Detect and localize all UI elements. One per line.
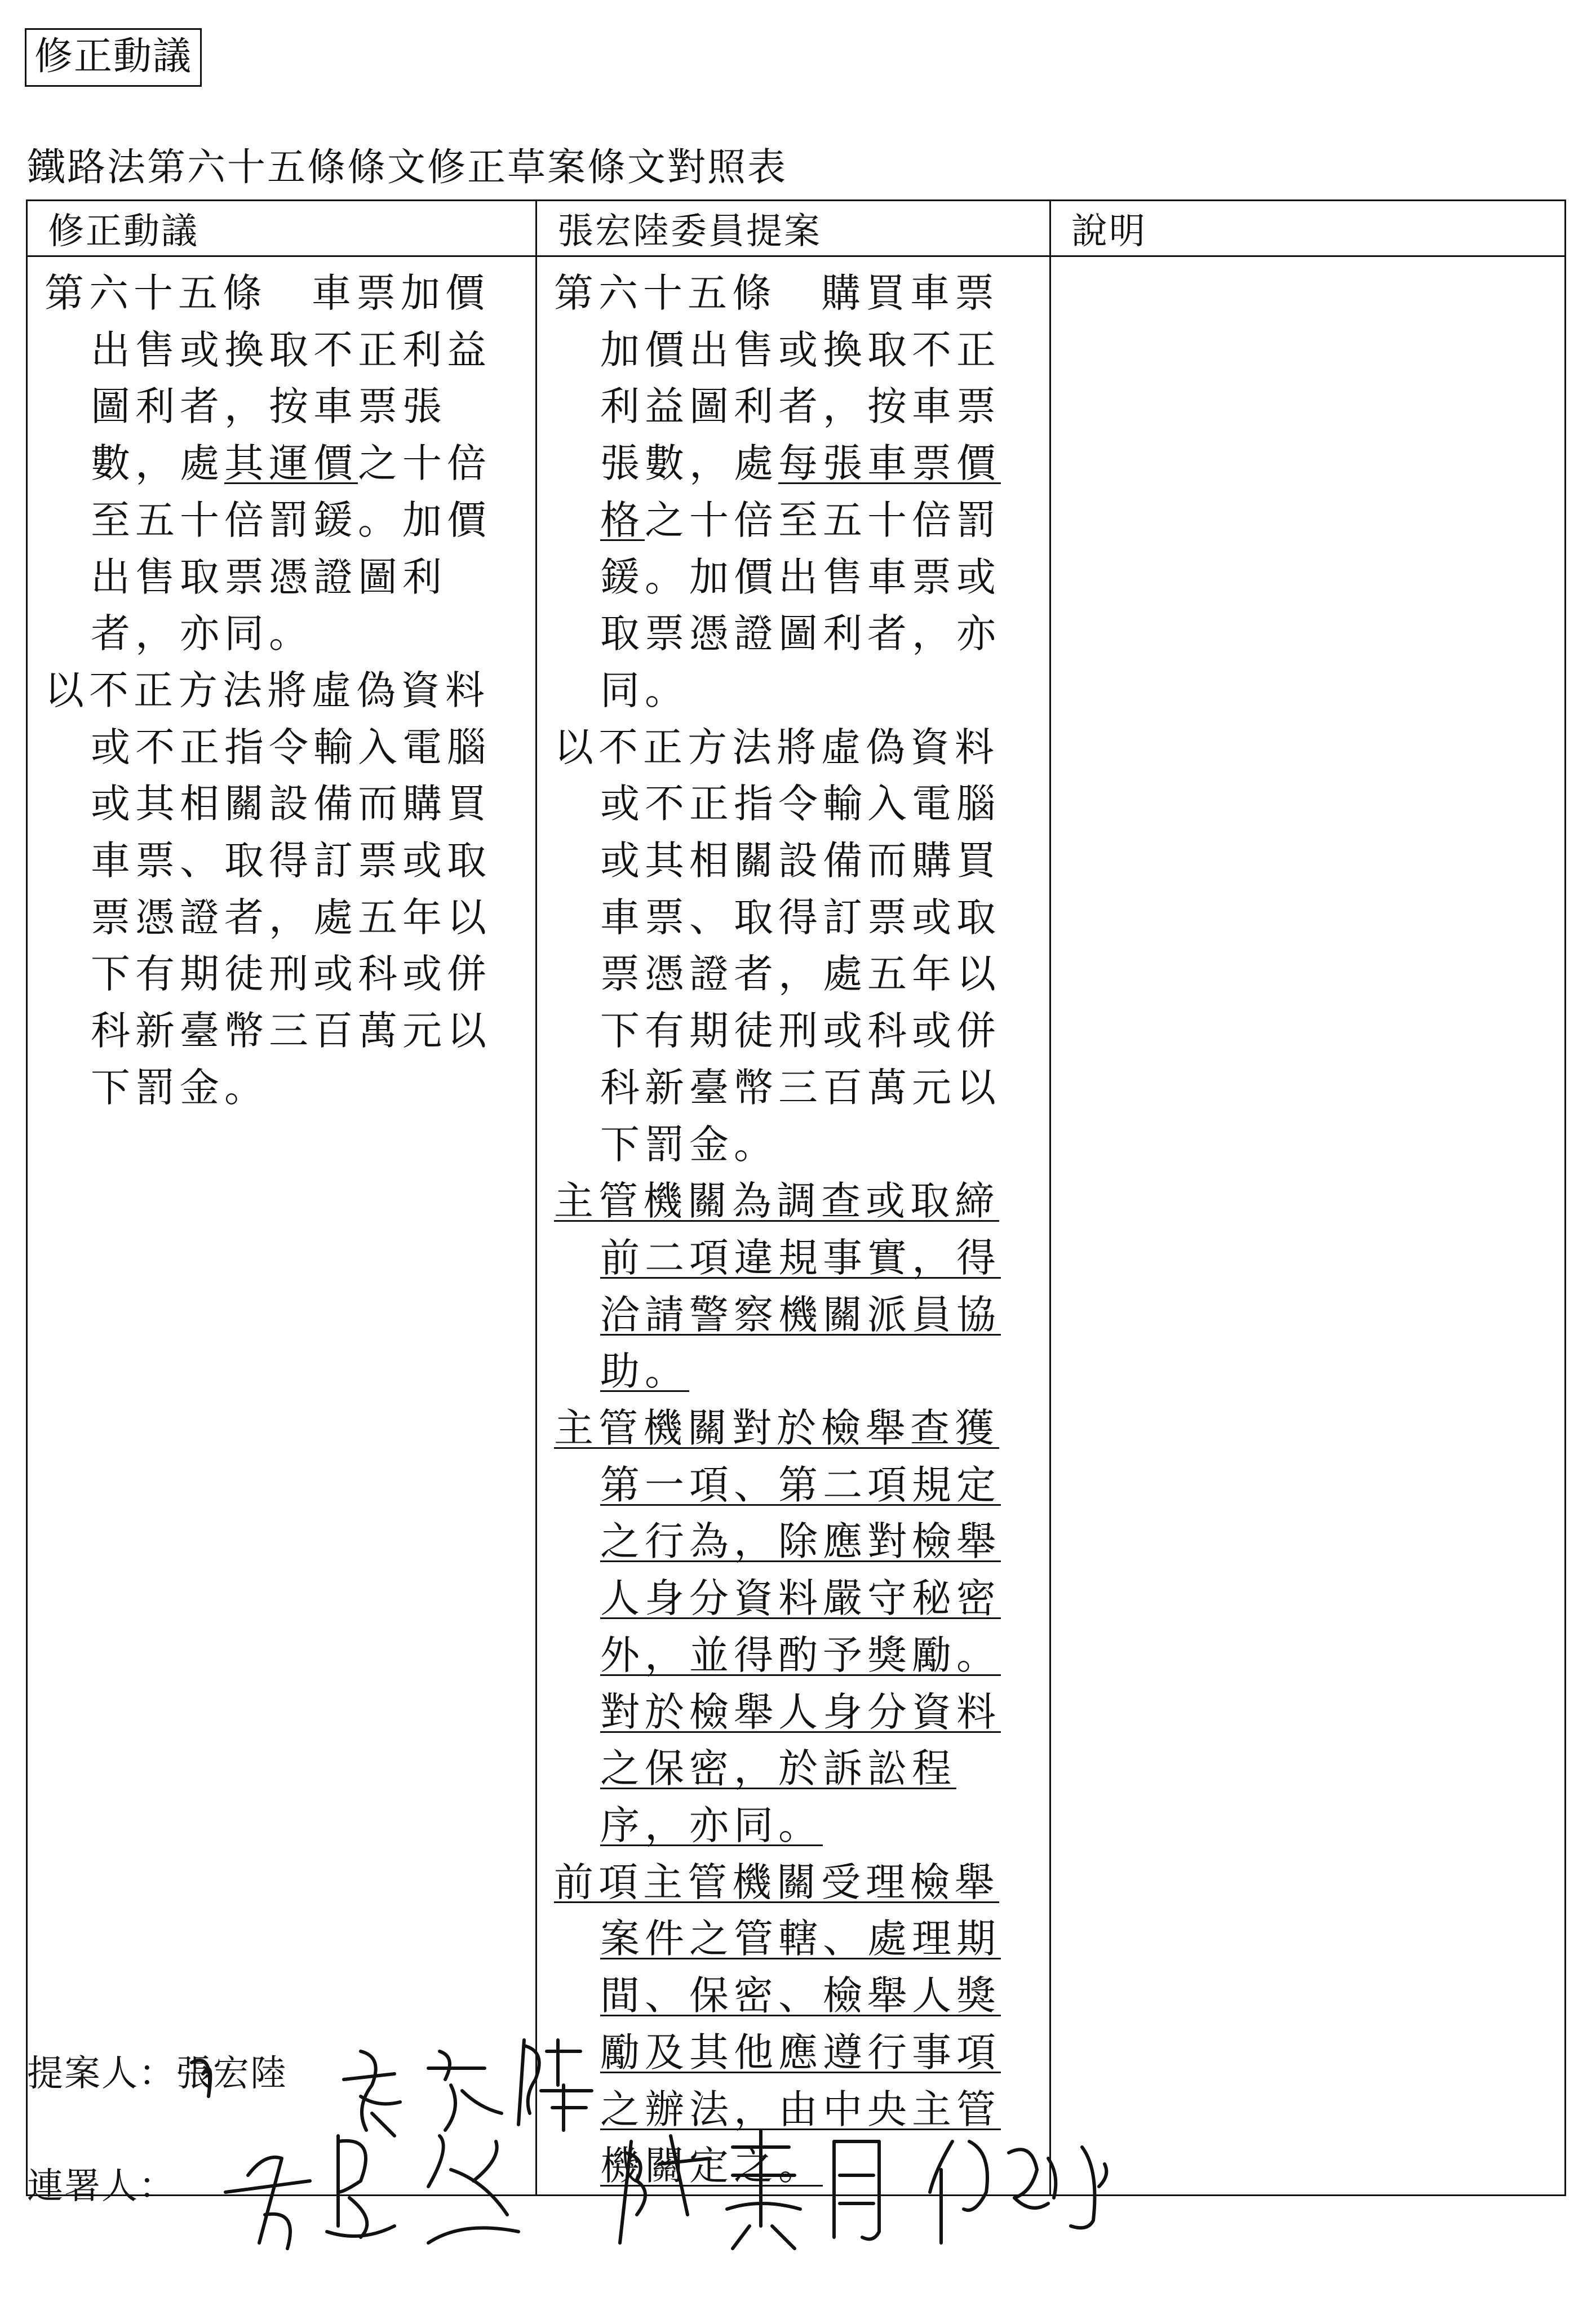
motion-badge: 修正動議 — [25, 28, 202, 87]
table-header-row — [27, 201, 1566, 256]
table-body-row — [27, 256, 1566, 2196]
proposal-paragraph-2: 以不正方法將虛偽資料或不正指令輸入電腦或其相關設備而購買車票、取得訂票或取票憑證者，處五年以下有期徒刑或科或併科新臺幣三百萬元以下罰金。 — [554, 724, 1001, 1168]
comparison-table — [26, 199, 1566, 2196]
signature-cosigner-2 — [620, 2130, 879, 2249]
motion-p1-text-a: 第六十五條 車票加價出售或換取不正利益圖利者，按車票張數，處 — [45, 270, 491, 487]
motion-paragraph-2: 以不正方法將虛偽資料或不正指令輸入電腦或其相關設備而購買車票、取得訂票或取票憑證者，處五年以下有期徒刑或科或併科新臺幣三百萬元以下罰金。 — [45, 667, 491, 1111]
handwritten-signatures — [0, 2029, 1596, 2265]
proposal-paragraph-1 — [554, 265, 1032, 719]
proposer-name: 張宏陸 — [176, 2053, 287, 2095]
motion-cell — [27, 256, 537, 2196]
proposer-label: 提案人： — [27, 2053, 176, 2095]
signature-cosigner-1 — [225, 2136, 518, 2249]
column-header-motion: 修正動議 — [27, 201, 537, 256]
proposal-p1-underlined: 每張車票價格 — [600, 440, 1001, 543]
column-header-explanation: 說明 — [1050, 201, 1566, 256]
proposal-paragraph-5: 前項主管機關受理檢舉案件之管轄、處理期間、保密、檢舉人獎勵及其他應遵行事項之辦法，由中央主管機關定之。 — [554, 1859, 1001, 2189]
proposal-p1-text-b: 之十倍至五十倍罰鍰。加價出售車票或取票憑證圖利者，亦同。 — [600, 496, 1001, 713]
column-header-proposal: 張宏陸委員提案 — [537, 201, 1050, 256]
motion-paragraph-1 — [45, 265, 518, 662]
proposal-p1-text-a: 第六十五條 購買車票加價出售或換取不正利益圖利者，按車票張數，處 — [554, 270, 1001, 487]
cosigner-label: 連署人： — [27, 2166, 176, 2207]
proposal-paragraph-3: 主管機關為調查或取締前二項違規事實，得洽請警察機關派員協助。 — [554, 1178, 1001, 1395]
document-title: 鐵路法第六十五條條文修正草案條文對照表 — [27, 145, 788, 190]
proposal-paragraph-4: 主管機關對於檢舉查獲第一項、第二項規定之行為，除應對檢舉人身分資料嚴守秘密外，並得酌予獎勵。對於檢舉人身分資料之保密，於訴訟程序，亦同。 — [554, 1405, 1001, 1848]
signature-proposer — [192, 2040, 592, 2136]
signature-cosigner-3 — [930, 2141, 1106, 2243]
motion-p1-underlined: 其運價 — [224, 440, 358, 487]
motion-p1-text-b: 之十倍至五十倍罰鍰。加價出售取票憑證圖利者，亦同。 — [91, 440, 491, 657]
explanation-cell — [1050, 256, 1566, 2196]
proposal-cell — [537, 256, 1050, 2196]
